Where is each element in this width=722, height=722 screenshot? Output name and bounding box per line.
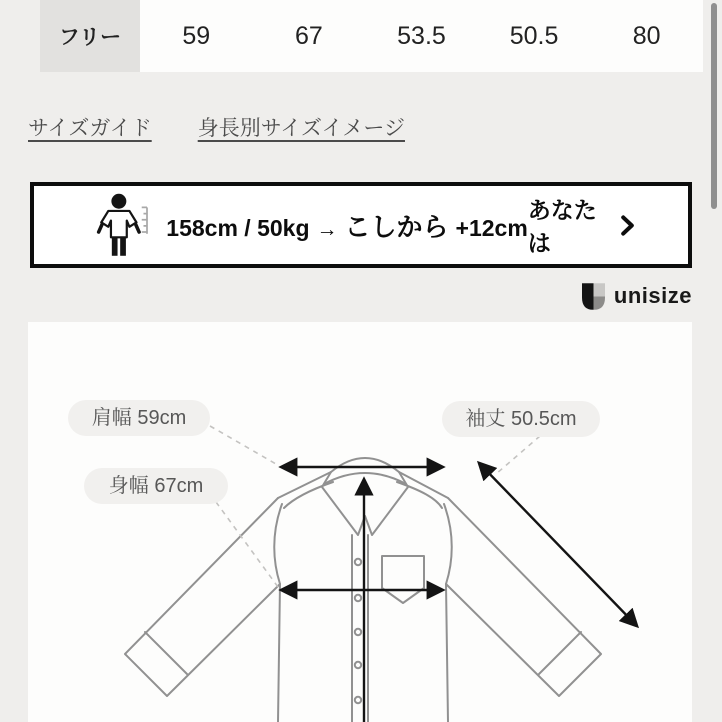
scrollbar-thumb[interactable] bbox=[711, 3, 717, 209]
unisize-logo bbox=[582, 281, 692, 311]
arrow-right-glyph: → bbox=[316, 217, 338, 241]
person-height-icon bbox=[96, 190, 152, 260]
unisize-widget-banner[interactable] bbox=[30, 182, 692, 268]
sleeve-length-arrow bbox=[481, 465, 635, 624]
label-body-width: 身幅 67cm bbox=[108, 475, 204, 497]
label-connector-lines bbox=[210, 426, 540, 587]
size-cell-cuff: 50.5 bbox=[509, 21, 559, 50]
size-cell-length: 80 bbox=[632, 21, 661, 50]
size-links bbox=[28, 112, 405, 142]
size-row-label: フリー bbox=[58, 26, 122, 49]
you-are-label: あなたは bbox=[527, 197, 597, 256]
size-diagram-panel bbox=[28, 322, 692, 722]
size-cell-body-width: 67 bbox=[294, 21, 323, 50]
link-height-size-image[interactable]: 身長別サイズイメージ bbox=[197, 117, 405, 140]
label-sleeve-length: 袖丈 50.5cm bbox=[465, 408, 577, 430]
fit-part-text: こしから bbox=[344, 211, 449, 242]
label-shoulder-width: 肩幅 59cm bbox=[91, 407, 187, 429]
link-size-guide[interactable]: サイズガイド bbox=[28, 117, 152, 140]
size-row-header bbox=[40, 0, 140, 72]
size-row bbox=[140, 0, 703, 72]
user-profile-text: 158cm / 50kg bbox=[166, 214, 310, 241]
unisize-logo-icon bbox=[582, 283, 605, 310]
fit-value-text: +12cm bbox=[455, 214, 528, 241]
fit-recommendation-text bbox=[166, 207, 528, 244]
size-cell-sleeve: 53.5 bbox=[397, 21, 446, 50]
shirt-measurement-diagram bbox=[28, 322, 692, 722]
ruler-icon bbox=[142, 207, 147, 233]
measurement-labels bbox=[68, 400, 600, 504]
chevron-right-icon bbox=[621, 214, 634, 237]
size-cell-shoulder: 59 bbox=[182, 21, 211, 50]
unisize-logo-text: unisize bbox=[613, 283, 692, 308]
you-are-link[interactable] bbox=[528, 192, 634, 258]
